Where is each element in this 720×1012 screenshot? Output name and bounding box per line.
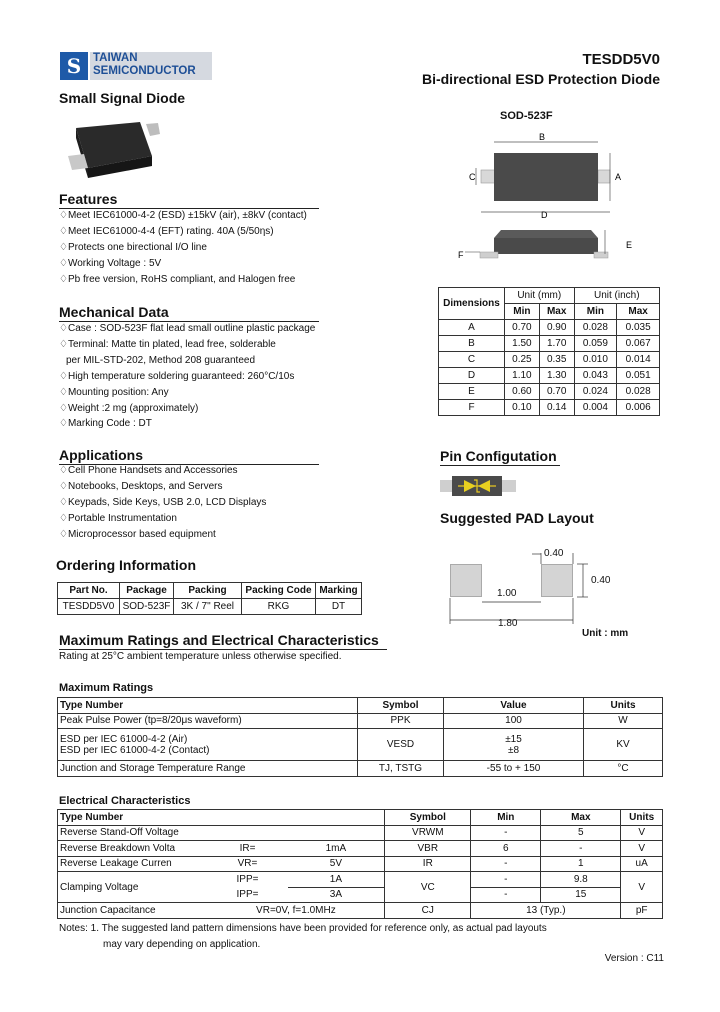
- dimensions-header: Dimensions: [439, 288, 505, 320]
- document-subtitle: Bi-directional ESD Protection Diode: [421, 71, 660, 87]
- list-item: ♢Working Voltage : 5V: [59, 257, 162, 269]
- pad-dim-total: 1.80: [498, 618, 518, 629]
- list-item: ♢Meet IEC61000-4-4 (EFT) rating. 40A (5/50ηs): [59, 225, 274, 237]
- table-row: Clamping Voltage IPP= 1A VC - 9.8 V: [58, 872, 663, 888]
- package-photo: [60, 116, 160, 192]
- table-row: Reverse Breakdown Volta IR= 1mA VBR 6 - V: [58, 841, 663, 857]
- pad-dim-height: 0.40: [591, 575, 611, 586]
- ordering-table: [57, 582, 362, 615]
- list-item: ♢Marking Code : DT: [59, 418, 152, 430]
- mechanical-list: [59, 321, 315, 432]
- list-item: ♢Keypads, Side Keys, USB 2.0, LCD Displays: [59, 496, 267, 508]
- list-item: ♢Case : SOD-523F flat lead small outline plastic package: [59, 323, 316, 334]
- dim-label-c: C: [469, 172, 476, 182]
- list-item: per MIL-STD-202, Method 208 guaranteed: [66, 354, 255, 366]
- features-title: Features: [59, 191, 319, 209]
- pad-dim-width: 0.40: [544, 548, 564, 559]
- pin-config-diagram: [440, 474, 518, 500]
- list-item: ♢Pb free version, RoHS compliant, and Halogen free: [59, 273, 296, 285]
- company-logo-text: [90, 52, 212, 80]
- list-item: ♢Notebooks, Desktops, and Servers: [59, 480, 223, 492]
- list-item: ♢Cell Phone Handsets and Accessories: [59, 465, 238, 476]
- list-item: ♢Protects one birectional I/O line: [59, 241, 207, 253]
- pad-dim-gap: 1.00: [497, 588, 517, 599]
- table-row: A 0.70 0.90 0.028 0.035: [439, 320, 660, 336]
- max-ratings-table: Type Number Symbol Value Units Peak Pulse Power (tp=8/20μs waveform) PPK 100 W ESD per IEC 61000-4-2 (Air) ESD per IEC 61000-4-2 (Contact) VESD ±15 ±8 KV Junction and Storage Temperature Range TJ, TSTG -55 to + 150 °C: [57, 697, 663, 777]
- list-item: ♢Meet IEC61000-4-2 (ESD) ±15kV (air), ±8kV (contact): [59, 210, 307, 221]
- features-list: [59, 208, 307, 288]
- list-item: ♢Weight :2 mg (approximately): [59, 402, 199, 414]
- category-title: Small Signal Diode: [59, 90, 186, 106]
- table-row: Junction and Storage Temperature Range TJ, TSTG -55 to + 150 °C: [58, 761, 663, 777]
- dim-label-e: E: [626, 240, 633, 250]
- ordering-header: Marking: [316, 583, 362, 599]
- table-row: ESD per IEC 61000-4-2 (Air) ESD per IEC 61000-4-2 (Contact) VESD ±15 ±8 KV: [58, 729, 663, 761]
- list-item: ♢Microprocessor based equipment: [59, 528, 216, 540]
- dim-label-f: F: [458, 250, 464, 260]
- applications-list: [59, 463, 266, 543]
- logo-line-1: TAIWAN: [93, 52, 138, 64]
- ordering-header: Part No.: [58, 583, 120, 599]
- pin-config-title: Pin Configutation: [440, 448, 560, 466]
- list-item: ♢Terminal: Matte tin plated, lead free, solderable: [59, 338, 276, 350]
- ratings-section-title: Maximum Ratings and Electrical Characteristics: [59, 632, 387, 650]
- dim-label-a: A: [615, 172, 622, 182]
- table-row: IPP= 3A - 15: [58, 887, 663, 903]
- table-row: E 0.60 0.70 0.024 0.028: [439, 384, 660, 400]
- table-row: Reverse Leakage Curren VR= 5V IR - 1 uA: [58, 856, 663, 872]
- max-ratings-title: Maximum Ratings: [59, 682, 154, 694]
- max-header: Max: [539, 304, 574, 320]
- table-row: D 1.10 1.30 0.043 0.051: [439, 368, 660, 384]
- logo-line-2: SEMICONDUCTOR: [93, 65, 196, 77]
- ordering-header: Package: [120, 583, 174, 599]
- list-item: ♢Portable Instrumentation: [59, 512, 177, 524]
- package-outline-drawing: [455, 130, 645, 275]
- dim-label-b: B: [539, 132, 546, 142]
- notes-line-1: Notes: 1. The suggested land pattern dimensions have been provided for reference only, as actual pad layouts: [59, 923, 547, 934]
- electrical-table: Type Number Symbol Min Max Units Reverse Stand-Off Voltage VRWM - 5 V Reverse Breakdown Volta IR= 1mA VBR 6 - V Reverse Leakage Curren VR= 5V IR - 1 uA Clamping Voltage IPP= 1A VC - 9.8 V IPP= 3A - 15 Junction Capacitance VR=0V, f=1.0MHz CJ 13 (Typ.) pF: [57, 809, 663, 919]
- package-drawing-title: SOD-523F: [500, 110, 553, 122]
- ordering-title: Ordering Information: [56, 557, 196, 573]
- table-row: TESDD5V0 SOD-523F 3K / 7" Reel RKG DT: [58, 599, 362, 615]
- list-item: ♢Mounting position: Any: [59, 386, 169, 398]
- list-item: ♢High temperature soldering guaranteed: 260°C/10s: [59, 370, 295, 382]
- table-row: Junction Capacitance VR=0V, f=1.0MHz CJ 13 (Typ.) pF: [58, 903, 663, 919]
- table-row: Reverse Stand-Off Voltage VRWM - 5 V: [58, 825, 663, 841]
- notes-line-2: may vary depending on application.: [103, 939, 261, 950]
- ordering-header: Packing Code: [242, 583, 316, 599]
- table-row: F 0.10 0.14 0.004 0.006: [439, 400, 660, 416]
- unit-inch-header: Unit (inch): [574, 288, 659, 304]
- dimensions-table: [438, 287, 660, 416]
- min-header: Min: [505, 304, 540, 320]
- unit-mm-header: Unit (mm): [505, 288, 575, 304]
- max-header: Max: [617, 304, 660, 320]
- table-row: C 0.25 0.35 0.010 0.014: [439, 352, 660, 368]
- table-row: B 1.50 1.70 0.059 0.067: [439, 336, 660, 352]
- ordering-header: Packing: [174, 583, 242, 599]
- company-logo-mark: S: [60, 52, 88, 80]
- version-label: Version : C11: [604, 953, 664, 964]
- dim-label-d: D: [541, 210, 548, 220]
- ratings-note: Rating at 25°C ambient temperature unless otherwise specified.: [59, 651, 342, 662]
- mechanical-title: Mechanical Data: [59, 304, 319, 322]
- min-header: Min: [574, 304, 617, 320]
- pad-unit-label: Unit : mm: [582, 628, 629, 639]
- electrical-title: Electrical Characteristics: [59, 795, 191, 807]
- pad-layout-title: Suggested PAD Layout: [440, 510, 594, 526]
- part-number: TESDD5V0: [582, 51, 660, 68]
- table-row: Peak Pulse Power (tp=8/20μs waveform) PPK 100 W: [58, 713, 663, 729]
- applications-title: Applications: [59, 447, 319, 465]
